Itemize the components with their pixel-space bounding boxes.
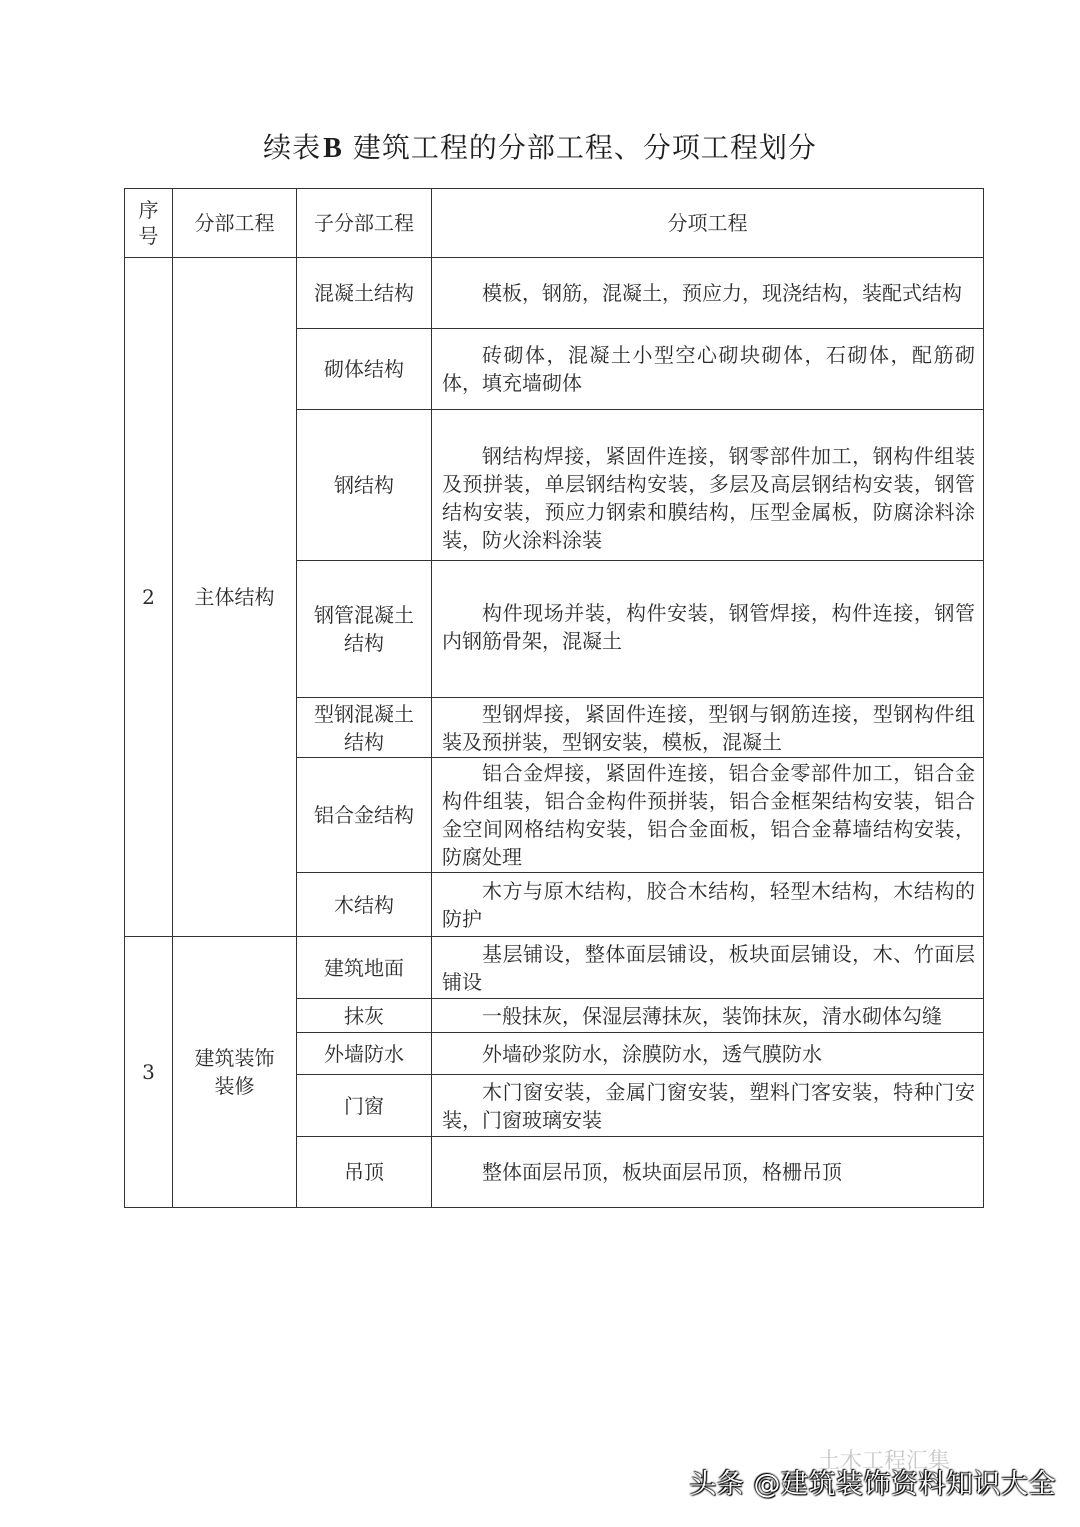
items-cell: 铝合金焊接，紧固件连接，铝合金零部件加工，铝合金构件组装，铝合金构件预拼装，铝合金框架结构安装，铝合金空间网格结构安装，铝合金面板，铝合金幕墙结构安装，防腐处理: [432, 758, 984, 873]
table-row: [125, 258, 984, 329]
seq-cell: 2: [125, 258, 173, 937]
subdivision-cell: 抹灰: [297, 999, 432, 1033]
items-cell: 钢结构焊接，紧固件连接，钢零部件加工，钢构件组装及预拼装，单层钢结构安装，多层及高层钢结构安装，钢管结构安装，预应力钢索和膜结构，压型金属板，防腐涂料涂装，防火涂料涂装: [432, 410, 984, 561]
subdivision-cell: 铝合金结构: [297, 758, 432, 873]
division-table: [124, 188, 984, 1208]
items-cell: 整体面层吊顶，板块面层吊顶，格栅吊顶: [432, 1137, 984, 1208]
subdivision-cell: 钢管混凝土结构: [297, 561, 432, 698]
title-prefix: 续表: [263, 131, 322, 164]
header-seq: 序号: [125, 189, 173, 258]
subdivision-cell: 混凝土结构: [297, 258, 432, 329]
header-subdivision: 子分部工程: [297, 189, 432, 258]
subdivision-cell: 外墙防水: [297, 1033, 432, 1075]
division-cell: 建筑装饰装修: [173, 937, 297, 1208]
subdivision-cell: 砌体结构: [297, 329, 432, 410]
items-cell: 模板，钢筋，混凝土，预应力，现浇结构，装配式结构: [432, 258, 984, 329]
subdivision-cell: 吊顶: [297, 1137, 432, 1208]
title-letter: B: [323, 133, 343, 164]
items-cell: 外墙砂浆防水，涂膜防水，透气膜防水: [432, 1033, 984, 1075]
items-cell: 构件现场并装，构件安装，钢管焊接，构件连接，钢管内钢筋骨架，混凝土: [432, 561, 984, 698]
division-cell: 主体结构: [173, 258, 297, 937]
page-title: [0, 126, 1080, 166]
faint-watermark: 土木工程汇集: [818, 1449, 951, 1474]
header-items: 分项工程: [432, 189, 984, 258]
items-cell: 木方与原木结构，胶合木结构，轻型木结构，木结构的防护: [432, 873, 984, 937]
source-watermark: 头条 @建筑装饰资料知识大全: [689, 1469, 1056, 1500]
table-header-row: [125, 189, 984, 258]
subdivision-cell: 门窗: [297, 1075, 432, 1137]
items-cell: 砖砌体，混凝土小型空心砌块砌体，石砌体，配筋砌体，填充墙砌体: [432, 329, 984, 410]
subdivision-cell: 型钢混凝土结构: [297, 698, 432, 758]
items-cell: 木门窗安装，金属门窗安装，塑料门客安装，特种门安装，门窗玻璃安装: [432, 1075, 984, 1137]
items-cell: 型钢焊接，紧固件连接，型钢与钢筋连接，型钢构件组装及预拼装，型钢安装，模板，混凝土: [432, 698, 984, 758]
seq-cell: 3: [125, 937, 173, 1208]
subdivision-cell: 建筑地面: [297, 937, 432, 999]
items-cell: 一般抹灰，保湿层薄抹灰，装饰抹灰，清水砌体勾缝: [432, 999, 984, 1033]
table-row: [125, 937, 984, 999]
items-cell: 基层铺设，整体面层铺设，板块面层铺设，木、竹面层铺设: [432, 937, 984, 999]
header-division: 分部工程: [173, 189, 297, 258]
subdivision-cell: 木结构: [297, 873, 432, 937]
subdivision-cell: 钢结构: [297, 410, 432, 561]
title-main: 建筑工程的分部工程、分项工程划分: [352, 131, 817, 164]
